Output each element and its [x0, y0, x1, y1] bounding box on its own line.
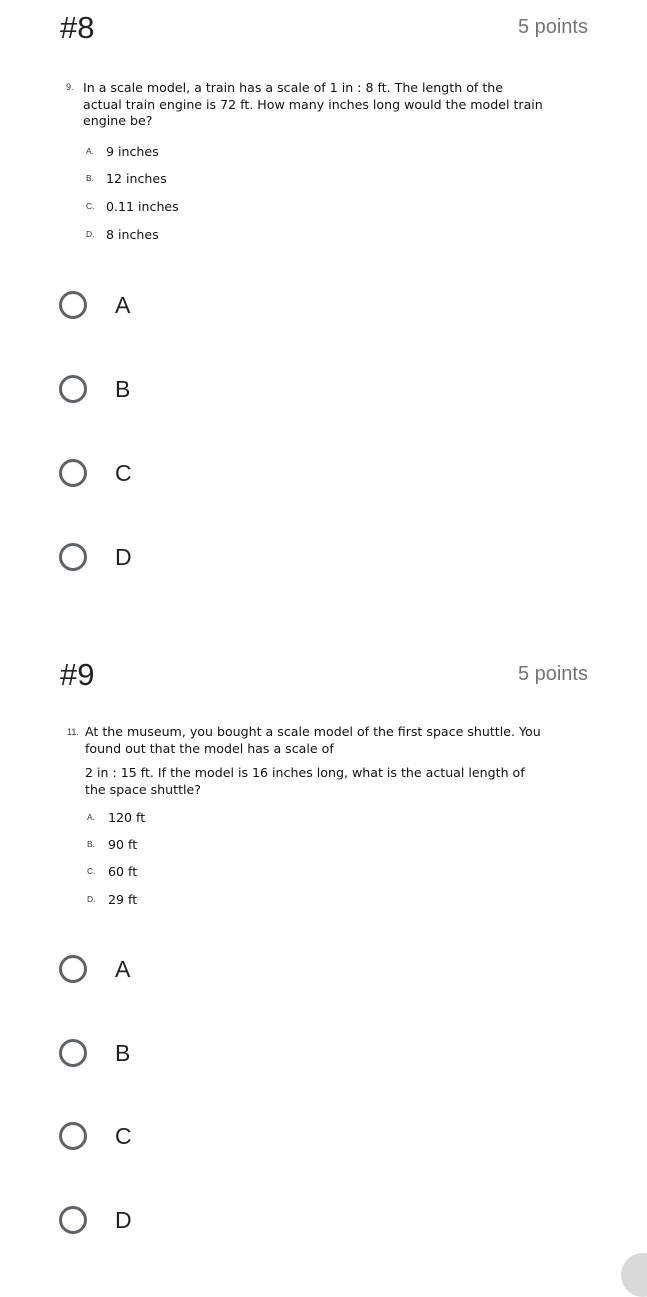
option-label: A	[115, 956, 131, 982]
question-text-line: At the museum, you bought a scale model of the first space shuttle. You	[85, 724, 541, 739]
choice-text: 120 ft	[108, 810, 146, 825]
choice-letter: B.	[87, 839, 96, 849]
radio-button[interactable]	[59, 291, 87, 319]
radio-button[interactable]	[59, 1122, 87, 1150]
choice-text: 60 ft	[108, 864, 138, 879]
radio-option-b[interactable]	[59, 375, 259, 411]
problem-number: 11.	[67, 727, 79, 737]
option-label: B	[115, 1040, 131, 1066]
problem-number: 9.	[66, 82, 74, 92]
radio-option-d[interactable]	[59, 543, 259, 579]
radio-option-c[interactable]	[59, 459, 259, 495]
question-points: 5 points	[517, 663, 588, 685]
choice-letter: C.	[86, 201, 95, 211]
choice-letter: A.	[86, 146, 95, 156]
radio-button[interactable]	[59, 955, 87, 983]
choice-letter: A.	[87, 812, 96, 822]
radio-button[interactable]	[59, 459, 87, 487]
choice-text: 29 ft	[108, 892, 138, 907]
corner-decoration	[621, 1253, 647, 1297]
option-label: A	[115, 292, 131, 318]
choice-letter: D.	[86, 229, 95, 239]
option-label: D	[115, 1207, 132, 1233]
question-text-line: In a scale model, a train has a scale of 1 in : 8 ft. The length of the	[83, 80, 504, 95]
radio-button[interactable]	[59, 543, 87, 571]
radio-option-a[interactable]	[59, 955, 259, 991]
choice-letter: C.	[87, 866, 96, 876]
option-label: C	[115, 1123, 132, 1149]
question-text-line: the space shuttle?	[85, 781, 201, 797]
option-label: C	[115, 460, 132, 486]
question-text-line: actual train engine is 72 ft. How many inches long would the model train	[83, 96, 543, 112]
question-text-line: found out that the model has a scale of	[85, 740, 334, 756]
radio-option-b[interactable]	[59, 1039, 259, 1075]
choice-text: 8 inches	[106, 227, 159, 242]
choice-letter: D.	[87, 894, 96, 904]
radio-button[interactable]	[59, 1206, 87, 1234]
radio-option-d[interactable]	[59, 1206, 259, 1242]
choice-text: 12 inches	[106, 171, 167, 186]
question-title: #9	[60, 657, 95, 692]
option-label: B	[115, 376, 131, 402]
question-text-line: engine be?	[83, 113, 153, 128]
radio-button[interactable]	[59, 375, 87, 403]
choice-letter: B.	[86, 173, 95, 183]
radio-option-c[interactable]	[59, 1122, 259, 1158]
choice-text: 0.11 inches	[106, 199, 179, 214]
radio-option-a[interactable]	[59, 291, 259, 327]
choice-text: 9 inches	[106, 144, 159, 159]
choice-text: 90 ft	[108, 837, 138, 852]
question-title: #8	[60, 10, 95, 45]
radio-button[interactable]	[59, 1039, 87, 1067]
option-label: D	[115, 544, 132, 570]
question-points: 5 points	[517, 16, 588, 38]
question-text-line: 2 in : 15 ft. If the model is 16 inches long, what is the actual length of	[85, 765, 525, 780]
